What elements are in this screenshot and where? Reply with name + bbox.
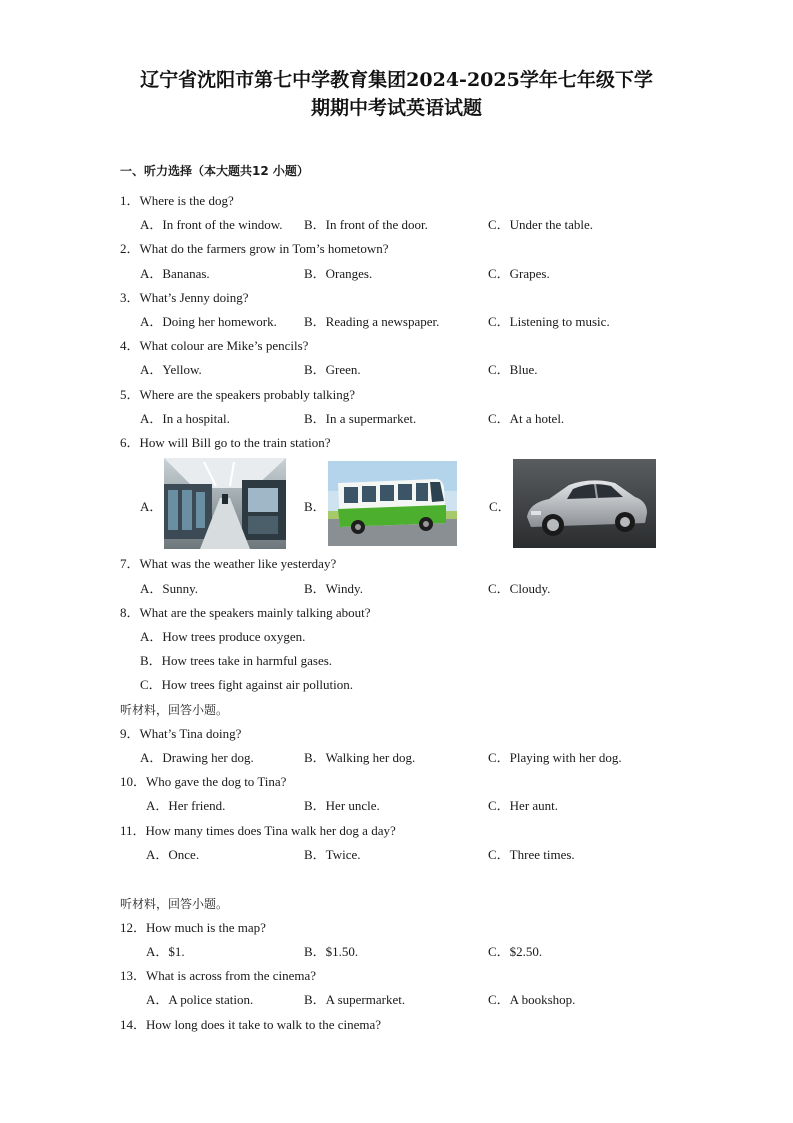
question-8: 8．What are the speakers mainly talking about? bbox=[120, 605, 371, 620]
option-c: C．Three times. bbox=[488, 847, 575, 862]
subway-platform-photo bbox=[164, 458, 286, 549]
option-c: C．Playing with her dog. bbox=[488, 750, 622, 765]
question-12: 12．How much is the map? bbox=[120, 920, 266, 935]
option-c: C．Grapes. bbox=[488, 266, 550, 281]
option-a: A．In a hospital. bbox=[140, 411, 230, 426]
option-c: C．$2.50. bbox=[488, 944, 543, 959]
document-title-line-2: 期期中考试英语试题 bbox=[310, 97, 482, 119]
option-c: C．Her aunt. bbox=[488, 798, 559, 813]
question-2-options bbox=[140, 265, 740, 283]
question-13-options bbox=[146, 991, 746, 1009]
question-8-option-c: C．How trees fight against air pollution. bbox=[140, 677, 354, 692]
question-11: 11．How many times does Tina walk her dog a day? bbox=[120, 823, 396, 838]
question-9-options bbox=[140, 749, 740, 767]
option-a: A．Doing her homework. bbox=[140, 314, 277, 329]
option-b: B．Her uncle. bbox=[304, 798, 380, 813]
option-c: C．Under the table. bbox=[488, 217, 594, 232]
option-a: A．Her friend. bbox=[146, 798, 226, 813]
question-10: 10．Who gave the dog to Tina? bbox=[120, 774, 287, 789]
question-8-option-a: A．How trees produce oxygen. bbox=[140, 629, 306, 644]
question-4-options bbox=[140, 361, 740, 379]
option-a: A．$1. bbox=[146, 944, 185, 959]
option-b: B．Reading a newspaper. bbox=[304, 314, 440, 329]
city-bus-photo bbox=[328, 461, 457, 546]
option-b: B．Walking her dog. bbox=[304, 750, 416, 765]
option-c: C．A bookshop. bbox=[488, 992, 576, 1007]
option-b: B．In a supermarket. bbox=[304, 411, 417, 426]
option-c: C．Listening to music. bbox=[488, 314, 610, 329]
option-b: B．In front of the door. bbox=[304, 217, 428, 232]
option-c-label: C． bbox=[489, 499, 511, 514]
option-a: A．Yellow. bbox=[140, 362, 202, 377]
document-title-line-1: 辽宁省沈阳市第七中学教育集团2024-2025学年七年级下学 bbox=[140, 69, 653, 91]
option-a: A．A police station. bbox=[146, 992, 254, 1007]
option-a: A．Sunny. bbox=[140, 581, 199, 596]
option-b: B．Oranges. bbox=[304, 266, 373, 281]
question-6: 6．How will Bill go to the train station? bbox=[120, 435, 331, 450]
question-4: 4．What colour are Mike’s pencils? bbox=[120, 338, 309, 353]
option-b-label: B． bbox=[304, 499, 326, 514]
question-1: 1．Where is the dog? bbox=[120, 193, 234, 208]
option-b: B．Twice. bbox=[304, 847, 361, 862]
question-7-options bbox=[140, 580, 740, 598]
question-12-options bbox=[146, 943, 746, 961]
question-7: 7．What was the weather like yesterday? bbox=[120, 556, 337, 571]
option-a: A．Bananas. bbox=[140, 266, 210, 281]
listening-instruction: 听材料，回答小题。 bbox=[120, 703, 229, 717]
question-5: 5．Where are the speakers probably talking? bbox=[120, 387, 355, 402]
question-3-options bbox=[140, 313, 740, 331]
question-10-options bbox=[146, 797, 746, 815]
option-a: A．In front of the window. bbox=[140, 217, 283, 232]
option-b: B．$1.50. bbox=[304, 944, 359, 959]
question-13: 13．What is across from the cinema? bbox=[120, 968, 317, 983]
option-b: B．A supermarket. bbox=[304, 992, 406, 1007]
option-c: C．At a hotel. bbox=[488, 411, 565, 426]
listening-instruction: 听材料，回答小题。 bbox=[120, 897, 229, 911]
question-1-options bbox=[140, 216, 740, 234]
question-3: 3．What’s Jenny doing? bbox=[120, 290, 249, 305]
option-a-label: A． bbox=[140, 499, 163, 514]
section-heading: 一、听力选择（本大题共12 小题） bbox=[120, 164, 309, 178]
question-11-options bbox=[146, 846, 746, 864]
option-c: C．Blue. bbox=[488, 362, 538, 377]
option-b: B．Windy. bbox=[304, 581, 363, 596]
option-a: A．Drawing her dog. bbox=[140, 750, 254, 765]
question-5-options bbox=[140, 410, 740, 428]
question-2: 2．What do the farmers grow in Tom’s hometown? bbox=[120, 241, 389, 256]
option-c: C．Cloudy. bbox=[488, 581, 551, 596]
question-8-option-b: B．How trees take in harmful gases. bbox=[140, 653, 333, 668]
question-14: 14．How long does it take to walk to the cinema? bbox=[120, 1017, 382, 1032]
question-9: 9．What’s Tina doing? bbox=[120, 726, 242, 741]
option-b: B．Green. bbox=[304, 362, 361, 377]
option-a: A．Once. bbox=[146, 847, 200, 862]
silver-car-photo bbox=[513, 459, 656, 548]
